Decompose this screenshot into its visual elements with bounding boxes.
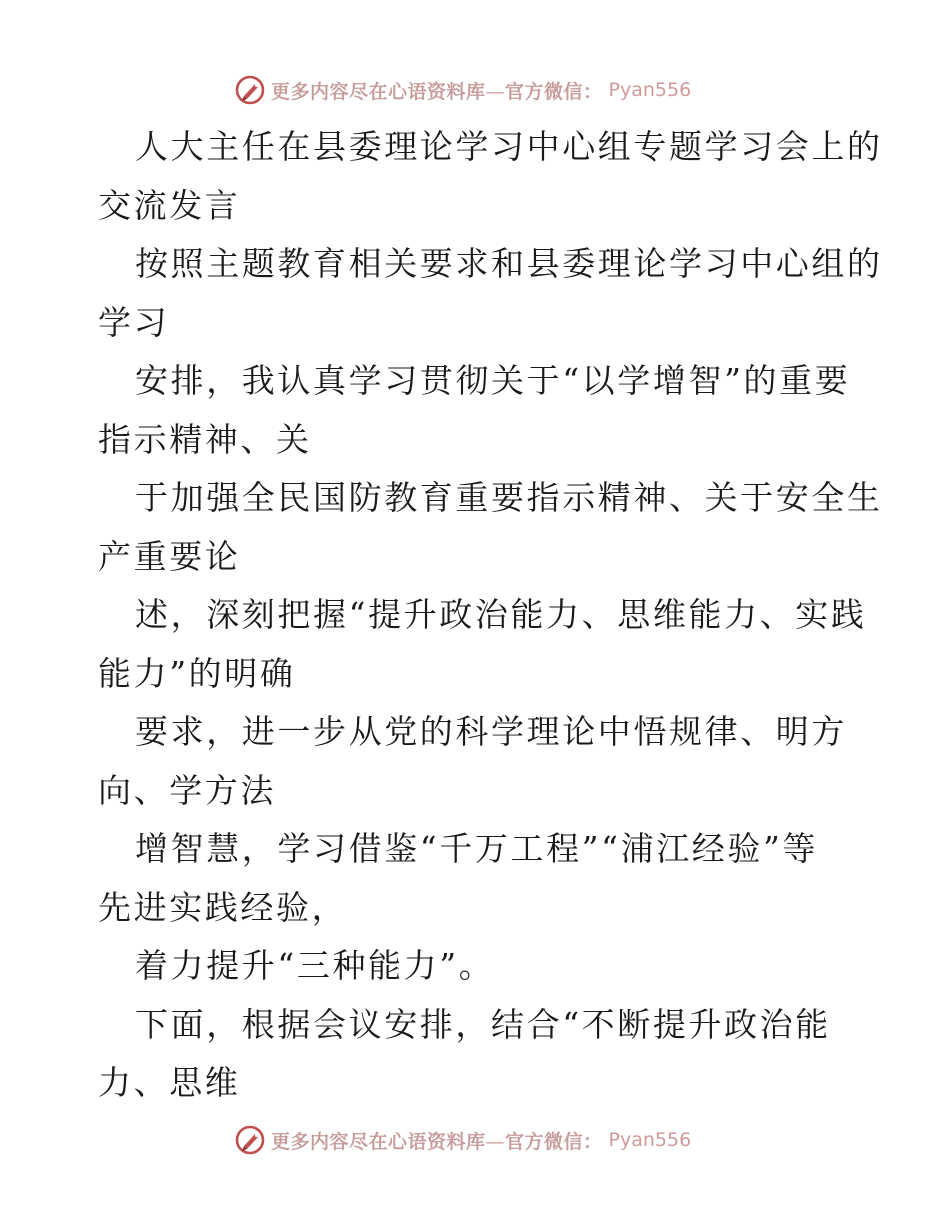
header-watermark xyxy=(235,72,691,108)
watermark-text xyxy=(271,77,603,104)
pen-logo-icon xyxy=(235,1125,265,1155)
text-line: 产重要论 xyxy=(98,536,241,576)
document-body xyxy=(98,118,883,1113)
text-line: 于加强全民国防教育重要指示精神、关于安全生 xyxy=(135,478,883,517)
text-line: 述，深刻把握“提升政治能力、思维能力、实践 xyxy=(135,595,867,634)
watermark-wechat-label: 官方微信： xyxy=(505,80,603,103)
text-line: 向、学方法 xyxy=(98,770,276,810)
watermark-main: 更多内容尽在心语资料库 xyxy=(271,80,486,103)
watermark-wechat-id: Pyan556 xyxy=(608,1129,692,1151)
text-line: 下面，根据会议安排，结合“不断提升政治能 xyxy=(135,1004,831,1044)
text-line: 能力”的明确 xyxy=(98,653,296,693)
title-line-1: 人大主任在县委理论学习中心组专题学习会上的 xyxy=(135,127,883,166)
pen-logo-icon xyxy=(235,75,265,105)
text-line: 力、思维 xyxy=(98,1063,241,1102)
footer-watermark xyxy=(235,1122,691,1158)
text-line: 学习 xyxy=(98,302,170,342)
watermark-wechat-label: 官方微信： xyxy=(505,1130,603,1153)
watermark-text xyxy=(271,1127,603,1154)
text-line: 要求，进一步从党的科学理论中悟规律、明方 xyxy=(135,712,847,751)
watermark-dash: — xyxy=(485,80,506,103)
text-line: 先进实践经验， xyxy=(98,887,348,927)
watermark-main: 更多内容尽在心语资料库 xyxy=(271,1130,486,1153)
text-line: 增智慧，学习借鉴“千万工程”“浦江经验”等 xyxy=(135,829,819,868)
watermark-wechat-id: Pyan556 xyxy=(608,79,692,101)
title-line-2: 交流发言 xyxy=(98,185,241,225)
text-line: 指示精神、关 xyxy=(98,419,312,459)
text-line: 按照主题教育相关要求和县委理论学习中心组的 xyxy=(135,244,883,283)
text-line: 安排，我认真学习贯彻关于“以学增智”的重要 xyxy=(135,361,851,400)
text-line: 着力提升“三种能力”。 xyxy=(135,946,495,985)
watermark-dash: — xyxy=(485,1130,506,1153)
